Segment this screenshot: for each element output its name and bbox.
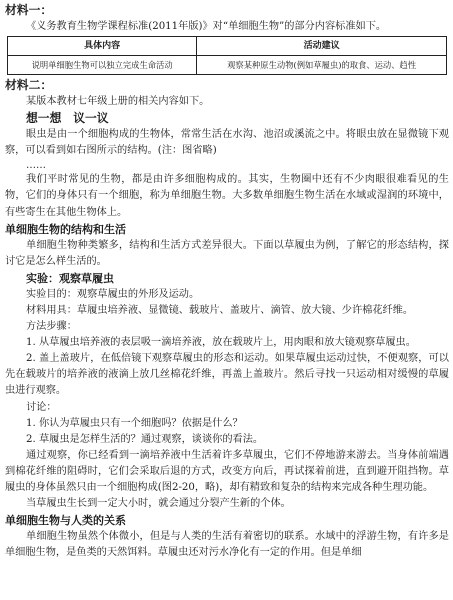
table-header-content: 具体内容	[8, 37, 197, 56]
standards-table	[7, 36, 447, 75]
step-1: 1. 从草履虫培养液的表层吸一滴培养液，放在载玻片上，用肉眼和放大镜观察草履虫。	[26, 337, 416, 349]
steps-title: 方法步骤：	[26, 321, 77, 333]
reproduction-paragraph: 当草履虫生长到一定大小时，就会通过分裂产生新的个体。	[26, 498, 291, 510]
table-cell-activity: 观察某种原生动物(例如草履虫)的取食、运动、趋性	[197, 56, 447, 75]
experiment-goal: 实验目的：观察草履虫的外形及运动。	[26, 288, 200, 300]
material2-intro: 某版本教材七年级上册的相关内容如下。	[26, 96, 210, 108]
material2-heading: 材料二：	[5, 78, 53, 93]
question-1: 1. 你认为草履虫只有一个细胞吗？依据是什么？	[26, 417, 243, 429]
question-2: 2. 草履虫是怎样生活的？通过观察，谈谈你的看法。	[26, 433, 264, 445]
section-structure-paragraph: 单细胞生物种类繁多，结构和生活方式差异很大。下面以草履虫为例，了解它的形态结构，探讨它是怎么样生活的。	[5, 239, 449, 267]
material1-intro: 《义务教育生物学课程标准(2011年版)》对“单细胞生物”的部分内容标准如下。	[26, 21, 387, 32]
think-heading: 想一想 议一议	[26, 111, 109, 126]
section-relation-paragraph: 单细胞生物虽然个体微小，但是与人类的生活有着密切的联系。水域中的浮游生物，有许多是单细胞生物，是鱼类的天然饵料。草履虫还对污水净化有一定的作用。但是单细	[5, 531, 449, 559]
table-header-activity: 活动建议	[197, 37, 447, 56]
table-row	[8, 56, 447, 75]
observation-paragraph: 通过观察，你已经看到一滴培养液中生活着许多草履虫，它们不停地游来游去。当身体前端遇到棉花纤维的阻碍时，它们会采取后退的方式，改变方向后，再试探着前进，直到避开阻挡物。草履虫的身体虽然只由一个细胞构成(图2-20，略)，却有精致和复杂的结构来完成各种生理功能。	[5, 449, 449, 493]
think-paragraph: 眼虫是由一个细胞构成的生物体，常常生活在水沟、池沼或溪流之中。将眼虫放在显微镜下观察，可以看到如右图所示的结构。(注：图省略)	[5, 129, 449, 157]
think-paragraph-2: 我们平时常见的生物，都是由许多细胞构成的。其实，生物圈中还有不少肉眼很难看见的生物，它们的身体只有一个细胞，称为单细胞生物。大多数单细胞生物生活在水域或湿润的环境中，有些寄生在其他生物体上。	[5, 174, 449, 218]
ellipsis: ……	[26, 160, 46, 172]
discussion-title: 讨论：	[26, 401, 57, 413]
section-heading-relation: 单细胞生物与人类的关系	[5, 514, 126, 528]
experiment-materials: 材料用具：草履虫培养液、显微镜、载玻片、盖玻片、滴管、放大镜、少许棉花纤维。	[26, 304, 414, 316]
table-header-row	[8, 37, 447, 56]
section-heading-structure: 单细胞生物的结构和生活	[5, 222, 126, 236]
step-2: 2. 盖上盖玻片，在低倍镜下观察草履虫的形态和运动。如果草履虫运动过快，不便观察，可以先在载玻片的培养液的液滴上放几丝棉花纤维，再盖上盖玻片。然后寻找一只运动相对缓慢的草履虫进行观察。	[5, 353, 449, 397]
table-cell-content: 说明单细胞生物可以独立完成生命活动	[8, 56, 197, 75]
material1-heading: 材料一：	[5, 3, 53, 17]
experiment-heading: 实验：观察草履虫	[26, 271, 114, 285]
